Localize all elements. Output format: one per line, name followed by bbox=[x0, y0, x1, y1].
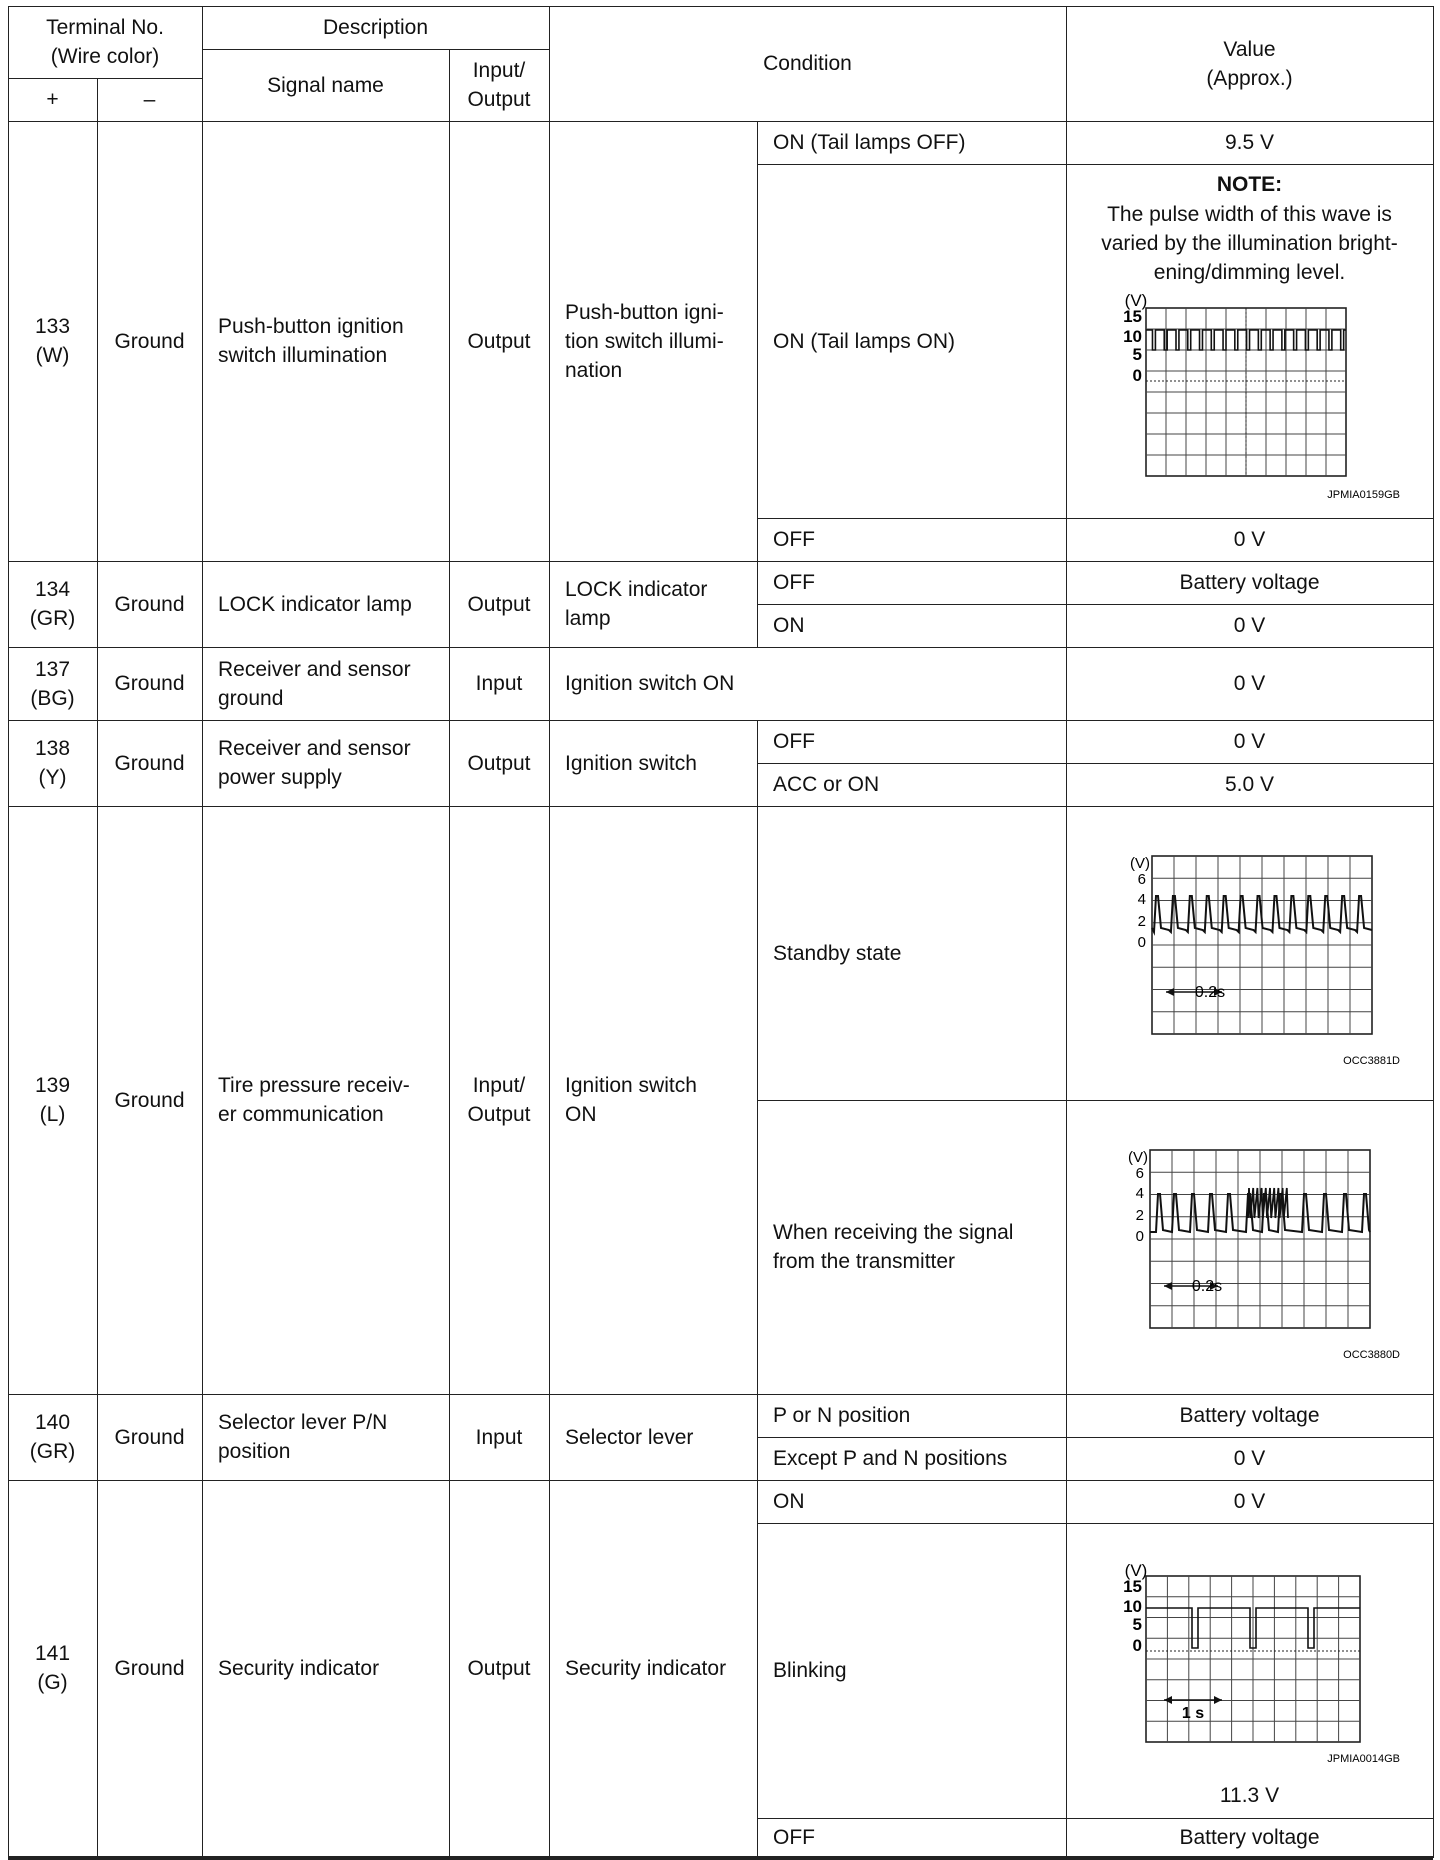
figure-code: OCC3880D bbox=[1343, 1349, 1400, 1361]
io-141: Output bbox=[467, 1656, 531, 1680]
time-label: 0.2s bbox=[1191, 1278, 1223, 1295]
value-133-1: 9.5 V bbox=[1224, 131, 1275, 154]
signal-140: Selector lever P/N position bbox=[218, 1411, 388, 1463]
subcondition-134-2: ON bbox=[773, 614, 805, 637]
axis-unit: (V) bbox=[1128, 1149, 1148, 1166]
header-plus: + bbox=[46, 88, 59, 111]
tick-label: 6 bbox=[1137, 871, 1146, 888]
subcondition-133-3: OFF bbox=[773, 528, 815, 551]
condition-140: Selector lever bbox=[565, 1425, 694, 1449]
ground-138: Ground bbox=[114, 751, 185, 775]
tick-label: 5 bbox=[1132, 345, 1142, 364]
axis-unit: (V) bbox=[1124, 1562, 1148, 1580]
io-139: Input/ Output bbox=[467, 1074, 531, 1126]
figure-code: JPMIA0159GB bbox=[1327, 489, 1400, 501]
header-condition: Condition bbox=[763, 52, 852, 75]
tick-label: 15 bbox=[1123, 307, 1142, 326]
condition-138: Ignition switch bbox=[565, 751, 697, 775]
tick-label: 10 bbox=[1123, 327, 1142, 346]
value-141-3: Battery voltage bbox=[1179, 1825, 1320, 1849]
subcondition-138-1: OFF bbox=[773, 730, 815, 753]
terminal-138: 138 (Y) bbox=[34, 737, 71, 789]
terminal-134: 134 (GR) bbox=[29, 578, 76, 630]
condition-139: Ignition switch ON bbox=[565, 1074, 697, 1126]
waveform-trace bbox=[1146, 330, 1346, 350]
header-description: Description bbox=[322, 16, 429, 39]
io-137: Input bbox=[475, 672, 523, 695]
terminal-140: 140 (GR) bbox=[29, 1411, 76, 1463]
tick-label: 6 bbox=[1135, 1165, 1144, 1182]
tick-label: 2 bbox=[1135, 1207, 1144, 1224]
tick-label: 0 bbox=[1135, 1228, 1144, 1245]
value-133-3: 0 V bbox=[1233, 528, 1266, 551]
rule bbox=[1433, 6, 1434, 1858]
note-label: NOTE: bbox=[1216, 172, 1283, 196]
subcondition-133-1: ON (Tail lamps OFF) bbox=[773, 131, 966, 154]
value-141-2: 11.3 V bbox=[1219, 1783, 1280, 1807]
io-134: Output bbox=[467, 592, 531, 616]
ground-134: Ground bbox=[114, 592, 185, 616]
ground-137: Ground bbox=[114, 672, 185, 695]
waveform-receiving bbox=[1106, 1140, 1406, 1364]
signal-134: LOCK indicator lamp bbox=[218, 592, 412, 616]
subcondition-138-2: ACC or ON bbox=[773, 773, 880, 796]
subcondition-134-1: OFF bbox=[773, 571, 815, 594]
arrow-head bbox=[1164, 1696, 1172, 1704]
terminal-137: 137 (BG) bbox=[30, 657, 75, 710]
signal-133: Push-button ignition switch illumination bbox=[218, 315, 404, 367]
tick-label: 4 bbox=[1135, 1185, 1144, 1202]
tick-label: 5 bbox=[1132, 1615, 1142, 1634]
time-label: 1 s bbox=[1181, 1705, 1205, 1722]
signal-139: Tire pressure receiv- er communication bbox=[218, 1074, 410, 1126]
header-signal-name: Signal name bbox=[267, 73, 384, 97]
condition-137: Ignition switch ON bbox=[565, 672, 735, 695]
value-140-1: Battery voltage bbox=[1179, 1404, 1320, 1427]
terminal-139: 139 (L) bbox=[34, 1074, 71, 1126]
ground-140: Ground bbox=[114, 1425, 185, 1449]
waveform-blinking bbox=[1106, 1562, 1406, 1776]
note-text: The pulse width of this wave is varied by the illumination bright- ening/dimming level. bbox=[1101, 202, 1398, 284]
condition-134: LOCK indicator lamp bbox=[565, 578, 708, 630]
rule bbox=[8, 1856, 1433, 1860]
value-137: 0 V bbox=[1233, 672, 1266, 695]
value-138-2: 5.0 V bbox=[1224, 773, 1275, 796]
io-140: Input bbox=[475, 1425, 523, 1449]
subcondition-139-2: When receiving the signal from the transmitter bbox=[773, 1221, 1014, 1273]
value-140-2: 0 V bbox=[1233, 1447, 1266, 1470]
waveform-standby bbox=[1106, 846, 1406, 1070]
subcondition-141-2: Blinking bbox=[773, 1659, 847, 1682]
subcondition-133-2: ON (Tail lamps ON) bbox=[773, 329, 956, 353]
waveform-illumination bbox=[1106, 292, 1406, 512]
subcondition-141-1: ON bbox=[773, 1490, 805, 1513]
tick-label: 0 bbox=[1137, 934, 1146, 951]
figure-code: OCC3881D bbox=[1343, 1055, 1400, 1067]
ground-139: Ground bbox=[114, 1088, 185, 1112]
value-138-1: 0 V bbox=[1233, 730, 1266, 753]
signal-141: Security indicator bbox=[218, 1656, 380, 1680]
time-label: 0.2s bbox=[1194, 984, 1226, 1001]
subcondition-141-3: OFF bbox=[773, 1825, 815, 1849]
axis-unit: (V) bbox=[1124, 292, 1148, 310]
header-value: Value (Approx.) bbox=[1206, 37, 1293, 90]
io-133: Output bbox=[467, 329, 531, 353]
signal-138: Receiver and sensor power supply bbox=[218, 737, 411, 789]
value-141-1: 0 V bbox=[1233, 1490, 1266, 1513]
tick-label: 0 bbox=[1132, 1636, 1142, 1655]
figure-code: JPMIA0014GB bbox=[1327, 1753, 1400, 1765]
ground-141: Ground bbox=[114, 1656, 185, 1680]
terminal-141: 141 (G) bbox=[34, 1642, 71, 1694]
subcondition-140-1: P or N position bbox=[773, 1404, 911, 1427]
io-138: Output bbox=[467, 751, 531, 775]
tick-label: 15 bbox=[1123, 1577, 1142, 1596]
header-io: Input/ Output bbox=[467, 59, 531, 111]
value-134-1: Battery voltage bbox=[1179, 571, 1320, 594]
subcondition-140-2: Except P and N positions bbox=[773, 1447, 1008, 1470]
condition-141: Security indicator bbox=[565, 1656, 727, 1680]
condition-133: Push-button igni- tion switch illumi- nation bbox=[565, 300, 724, 382]
tick-label: 10 bbox=[1123, 1597, 1142, 1616]
signal-137: Receiver and sensor ground bbox=[218, 657, 411, 710]
subcondition-139-1: Standby state bbox=[773, 941, 902, 965]
terminal-133: 133 (W) bbox=[34, 315, 71, 367]
arrow-head bbox=[1214, 1696, 1222, 1704]
tick-label: 2 bbox=[1137, 913, 1146, 930]
tick-label: 0 bbox=[1132, 366, 1142, 385]
ground-133: Ground bbox=[114, 329, 185, 353]
axis-unit: (V) bbox=[1130, 855, 1150, 872]
header-minus: – bbox=[143, 88, 156, 111]
value-134-2: 0 V bbox=[1233, 614, 1266, 637]
header-terminal: Terminal No. (Wire color) bbox=[46, 16, 164, 68]
tick-label: 4 bbox=[1137, 891, 1146, 908]
